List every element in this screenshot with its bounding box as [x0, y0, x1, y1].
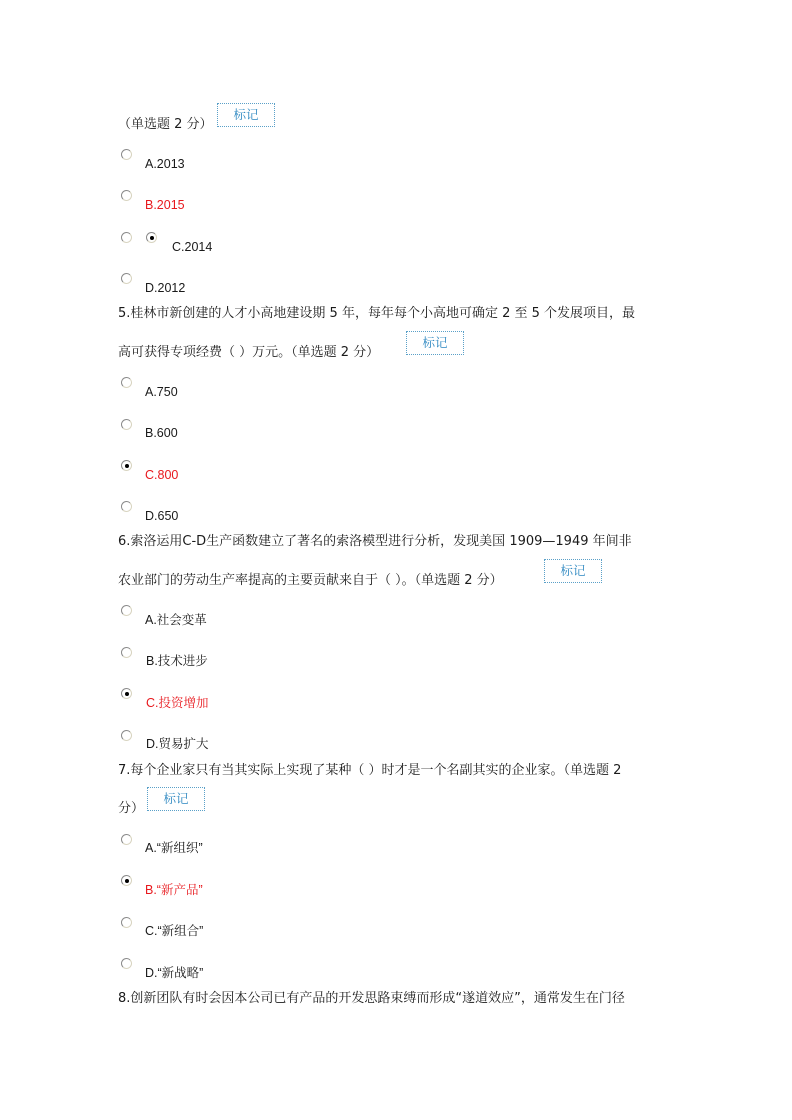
- option-radio-d[interactable]: [121, 501, 132, 512]
- option-radio-d[interactable]: [121, 273, 132, 284]
- question-text-line1: 6.索洛运用C-D生产函数建立了著名的索洛模型进行分析，发现美国 1909—1949 年间非: [118, 534, 632, 549]
- option-label-d[interactable]: D.贸易扩大: [146, 737, 209, 751]
- option-radio-d[interactable]: [121, 958, 132, 969]
- option-label-c[interactable]: C.投资增加: [146, 696, 209, 710]
- mark-button[interactable]: 标记: [544, 559, 602, 583]
- option-label-d[interactable]: D.2012: [145, 281, 186, 295]
- option-label-c[interactable]: C.2014: [172, 240, 213, 254]
- option-radio-c[interactable]: [121, 688, 132, 699]
- question-text-line2: 农业部门的劳动生产率提高的主要贡献来自于（ ）。（单选题 2 分）: [118, 573, 503, 588]
- option-label-b[interactable]: B.“新产品”: [145, 883, 203, 897]
- mark-button[interactable]: 标记: [217, 103, 275, 127]
- option-radio-b[interactable]: [121, 190, 132, 201]
- option-radio-c[interactable]: [121, 917, 132, 928]
- option-label-b[interactable]: B.技术进步: [146, 654, 208, 668]
- option-label-a[interactable]: A.社会变革: [145, 613, 207, 627]
- option-label-c[interactable]: C.800: [145, 468, 179, 482]
- option-label-a[interactable]: A.2013: [145, 157, 185, 171]
- mark-button[interactable]: 标记: [406, 331, 464, 355]
- option-label-a[interactable]: A.“新组织”: [145, 841, 203, 855]
- option-label-b[interactable]: B.2015: [145, 198, 185, 212]
- question-text-line1: 7.每个企业家只有当其实际上实现了某种（ ）时才是一个名副其实的企业家。（单选题 2: [118, 763, 622, 778]
- option-radio-b[interactable]: [121, 419, 132, 430]
- option-label-a[interactable]: A.750: [145, 385, 178, 399]
- option-radio-a[interactable]: [121, 605, 132, 616]
- question-text-line1: 8.创新团队有时会因本公司已有产品的开发思路束缚而形成“遂道效应”，通常发生在门径: [118, 991, 625, 1006]
- question-text-line1: 5.桂林市新创建的人才小高地建设期 5 年，每年每个小高地可确定 2 至 5 个发展项目，最: [118, 306, 636, 321]
- option-radio-b[interactable]: [121, 647, 132, 658]
- option-label-c[interactable]: C.“新组合”: [145, 924, 204, 938]
- mark-button[interactable]: 标记: [147, 787, 205, 811]
- option-label-d[interactable]: D.“新战略”: [145, 966, 204, 980]
- question-points: （单选题 2 分）: [118, 117, 213, 132]
- question-text-line2: 分）: [118, 801, 145, 816]
- option-radio-d[interactable]: [121, 730, 132, 741]
- option-radio-c[interactable]: [121, 460, 132, 471]
- question-text-line2: 高可获得专项经费（ ）万元。（单选题 2 分）: [118, 345, 380, 360]
- option-radio-c[interactable]: [146, 232, 157, 243]
- option-radio-a[interactable]: [121, 149, 132, 160]
- option-label-d[interactable]: D.650: [145, 509, 179, 523]
- option-radio-a[interactable]: [121, 834, 132, 845]
- option-radio-a[interactable]: [121, 377, 132, 388]
- option-radio-b[interactable]: [121, 875, 132, 886]
- option-radio-c-extra[interactable]: [121, 232, 132, 243]
- option-label-b[interactable]: B.600: [145, 426, 178, 440]
